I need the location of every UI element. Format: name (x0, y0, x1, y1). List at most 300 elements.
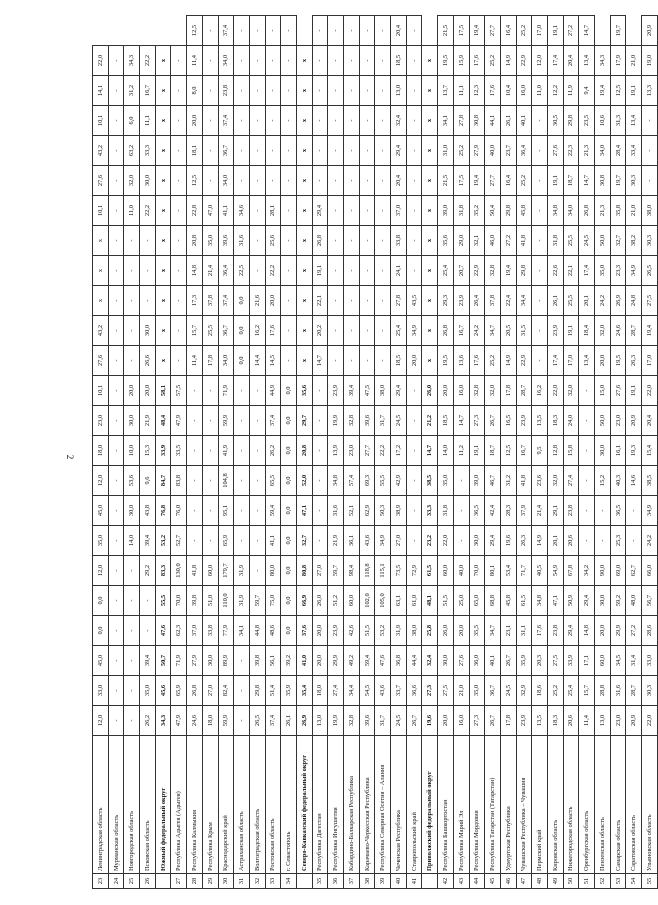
value-cell: 9,5 (532, 436, 548, 466)
value-cell: 41,8 (516, 226, 532, 256)
value-cell: 35,4 (296, 676, 312, 706)
value-cell: - (359, 346, 375, 376)
value-cell: - (312, 436, 328, 466)
table-row (595, 16, 611, 889)
value-cell: 52,0 (296, 466, 312, 496)
value-cell: 14,8 (187, 256, 203, 286)
value-cell: 23,8 (218, 76, 234, 106)
region-name: Чувашская Республика – Чувашия (516, 736, 532, 874)
value-cell: x (296, 46, 312, 76)
value-cell: 32,8 (485, 256, 501, 286)
value-cell: 37,8 (202, 286, 218, 316)
value-cell: 30,0 (595, 436, 611, 466)
value-cell: 31,7 (375, 406, 391, 436)
value-cell: - (187, 466, 203, 496)
row-number: 53 (610, 874, 626, 889)
value-cell: 61,0 (406, 586, 422, 616)
value-cell: 35,6 (296, 376, 312, 406)
value-cell: 20,0 (595, 616, 611, 646)
value-cell: - (375, 316, 391, 346)
value-cell: - (234, 16, 250, 46)
value-cell: 40,3 (610, 466, 626, 496)
value-cell: x (296, 316, 312, 346)
value-cell: x (422, 286, 438, 316)
value-cell: 12,0 (93, 706, 109, 736)
value-cell: 22,9 (469, 256, 485, 286)
value-cell: 37,8 (485, 286, 501, 316)
value-cell: 115,1 (375, 556, 391, 586)
value-cell: - (328, 256, 344, 286)
value-cell: 32,9 (516, 676, 532, 706)
value-cell: 54,9 (547, 556, 563, 586)
value-cell: - (375, 166, 391, 196)
value-cell: 34,1 (438, 106, 454, 136)
value-cell: - (344, 286, 360, 316)
value-cell: 27,5 (438, 676, 454, 706)
value-cell: 26,0 (312, 586, 328, 616)
region-name: Северо-Кавказский федеральный округ (296, 736, 312, 874)
value-cell: 27,2 (626, 616, 642, 646)
value-cell: x (155, 196, 171, 226)
value-cell: 28,6 (642, 616, 658, 646)
value-cell: 29,1 (547, 496, 563, 526)
row-number: 36 (328, 874, 344, 889)
value-cell: - (642, 166, 658, 196)
value-cell: 53,2 (375, 616, 391, 646)
value-cell: 31,6 (328, 496, 344, 526)
value-cell: - (124, 346, 140, 376)
value-cell: - (265, 136, 281, 166)
value-cell: 15,4 (642, 436, 658, 466)
value-cell: 14,7 (312, 346, 328, 376)
value-cell: 22,8 (187, 196, 203, 226)
value-cell: 13,0 (595, 706, 611, 736)
value-cell: 0,0 (93, 616, 109, 646)
value-cell: 56,7 (642, 586, 658, 616)
value-cell: 37,4 (218, 16, 234, 46)
value-cell: 27,5 (547, 646, 563, 676)
value-cell: 77,9 (218, 616, 234, 646)
value-cell: 29,0 (453, 226, 469, 256)
value-cell: 37,4 (218, 286, 234, 316)
row-number: 30 (218, 874, 234, 889)
value-cell: - (249, 496, 265, 526)
table-row (642, 16, 658, 889)
value-cell: 29,9 (328, 646, 344, 676)
value-cell: - (108, 256, 124, 286)
value-cell: 6,0 (124, 106, 140, 136)
table-row (124, 16, 140, 889)
value-cell: - (171, 256, 187, 286)
value-cell: 28,3 (500, 496, 516, 526)
value-cell: 27,8 (391, 286, 407, 316)
value-cell: 17,6 (469, 46, 485, 76)
value-cell: - (108, 556, 124, 586)
row-number: 29 (202, 874, 218, 889)
value-cell: 18,0 (312, 676, 328, 706)
value-cell: 25,5 (563, 226, 579, 256)
value-cell: 27,4 (328, 676, 344, 706)
table-row (249, 16, 265, 889)
value-cell: 27,6 (610, 376, 626, 406)
value-cell: 21,4 (532, 496, 548, 526)
value-cell: - (344, 136, 360, 166)
value-cell: - (249, 106, 265, 136)
value-cell: - (281, 316, 297, 346)
value-cell: 26,7 (500, 646, 516, 676)
value-cell: 16,7 (140, 76, 156, 106)
value-cell: 41,8 (516, 466, 532, 496)
value-cell: 17,0 (532, 16, 548, 46)
value-cell: - (328, 316, 344, 346)
value-cell: 39,6 (359, 706, 375, 736)
value-cell: 20,0 (438, 376, 454, 406)
value-cell: 31,0 (438, 136, 454, 166)
value-cell: 48,6 (265, 616, 281, 646)
value-cell: 22,6 (547, 256, 563, 286)
value-cell: x (296, 196, 312, 226)
value-cell: 22,3 (563, 136, 579, 166)
value-cell: 20,0 (595, 346, 611, 376)
value-cell: 32,0 (547, 466, 563, 496)
value-cell: 39,6 (359, 406, 375, 436)
value-cell: - (249, 556, 265, 586)
value-cell: 72,9 (406, 556, 422, 586)
value-cell: - (344, 226, 360, 256)
region-name: Удмуртская Республика (500, 736, 516, 874)
value-cell: 25,5 (563, 286, 579, 316)
value-cell: - (312, 106, 328, 136)
value-cell: - (124, 676, 140, 706)
value-cell: - (375, 286, 391, 316)
value-cell: - (171, 226, 187, 256)
value-cell: 59,4 (265, 496, 281, 526)
region-name: Республика Крым (202, 736, 218, 874)
value-cell: 10,1 (93, 106, 109, 136)
value-cell: 53,4 (500, 556, 516, 586)
row-number (155, 874, 171, 889)
value-cell: 26,1 (281, 706, 297, 736)
value-cell: 22,0 (642, 376, 658, 406)
region-name: Пензенская область (595, 736, 611, 874)
value-cell: 36,5 (610, 496, 626, 526)
value-cell: 10,0 (124, 436, 140, 466)
value-cell: 19,7 (610, 166, 626, 196)
value-cell: 26,3 (516, 526, 532, 556)
value-cell: 19,4 (469, 16, 485, 46)
value-cell: 13,5 (532, 406, 548, 436)
value-cell: 44,9 (265, 376, 281, 406)
value-cell: - (406, 76, 422, 106)
value-cell: 22,2 (140, 196, 156, 226)
value-cell: 26,8 (187, 676, 203, 706)
value-cell: 19,7 (610, 16, 626, 46)
value-cell: - (171, 346, 187, 376)
value-cell: 29,4 (391, 376, 407, 406)
value-cell: 17,0 (563, 346, 579, 376)
value-cell: - (312, 466, 328, 496)
value-cell: 27,2 (563, 16, 579, 46)
value-cell: 37,4 (265, 406, 281, 436)
value-cell: 13,4 (626, 106, 642, 136)
table-row (265, 16, 281, 889)
value-cell: 11,4 (187, 46, 203, 76)
value-cell: 35,6 (438, 226, 454, 256)
value-cell: - (375, 196, 391, 226)
value-cell: 54,5 (359, 676, 375, 706)
table-row (108, 16, 124, 889)
value-cell: 34,0 (595, 136, 611, 166)
value-cell: 16,7 (453, 316, 469, 346)
value-cell: 34,9 (642, 496, 658, 526)
table-row (296, 16, 312, 889)
value-cell: 37,6 (296, 616, 312, 646)
value-cell: 21,9 (140, 406, 156, 436)
value-cell: 14,9 (500, 346, 516, 376)
value-cell: - (171, 136, 187, 166)
value-cell: - (187, 376, 203, 406)
value-cell: 38,5 (642, 466, 658, 496)
value-cell: - (359, 106, 375, 136)
value-cell: - (344, 346, 360, 376)
value-cell: - (359, 46, 375, 76)
value-cell: 12,3 (469, 76, 485, 106)
value-cell: - (328, 46, 344, 76)
value-cell: 42,9 (391, 466, 407, 496)
value-cell: 26,4 (469, 286, 485, 316)
value-cell: 32,8 (469, 376, 485, 406)
value-cell: 16,0 (453, 706, 469, 736)
value-cell: 19,0 (642, 46, 658, 76)
value-cell: 17,6 (532, 616, 548, 646)
value-cell: 14,0 (124, 526, 140, 556)
value-cell: 35,2 (469, 196, 485, 226)
value-cell: - (234, 46, 250, 76)
value-cell: 61,5 (422, 556, 438, 586)
region-name: Республика Калмыкия (187, 736, 203, 874)
value-cell: 0,0 (281, 466, 297, 496)
value-cell: 20,0 (312, 616, 328, 646)
region-name: Оренбургская область (579, 736, 595, 874)
value-cell: - (108, 586, 124, 616)
value-cell: 29,2 (140, 556, 156, 586)
row-number: 39 (375, 874, 391, 889)
value-cell: - (124, 286, 140, 316)
region-name: Республика Мордовия (469, 736, 485, 874)
row-number: 26 (140, 874, 156, 889)
table-row (312, 16, 328, 889)
value-cell: - (344, 256, 360, 286)
value-cell: 51,0 (202, 586, 218, 616)
value-cell: x (296, 226, 312, 256)
value-cell: - (532, 316, 548, 346)
value-cell: 27,0 (391, 526, 407, 556)
value-cell: 23,1 (500, 616, 516, 646)
region-name: Южный федеральный округ (155, 736, 171, 874)
value-cell: 27,9 (187, 646, 203, 676)
value-cell: 18,5 (391, 346, 407, 376)
value-cell: 32,4 (422, 646, 438, 676)
value-cell: 110,0 (218, 586, 234, 616)
value-cell: - (406, 106, 422, 136)
value-cell: - (265, 46, 281, 76)
value-cell: x (155, 286, 171, 316)
value-cell: 29,8 (516, 256, 532, 286)
value-cell: 58,1 (155, 376, 171, 406)
value-cell: - (249, 226, 265, 256)
value-cell: 53,2 (155, 526, 171, 556)
rotated-table-container (92, 15, 658, 889)
value-cell: 67,8 (563, 556, 579, 586)
value-cell: - (124, 226, 140, 256)
value-cell: - (234, 376, 250, 406)
value-cell: x (155, 136, 171, 166)
value-cell: 46,0 (485, 226, 501, 256)
table-row (579, 16, 595, 889)
value-cell: 36,4 (516, 136, 532, 166)
value-cell: 19,9 (328, 406, 344, 436)
value-cell: 20,0 (438, 706, 454, 736)
value-cell: 98,4 (344, 556, 360, 586)
value-cell: 23,9 (453, 286, 469, 316)
value-cell: 0,0 (234, 316, 250, 346)
value-cell: 13,0 (391, 76, 407, 106)
value-cell: 34,9 (375, 526, 391, 556)
value-cell: 41,0 (296, 646, 312, 676)
value-cell: - (375, 106, 391, 136)
value-cell: 31,8 (438, 496, 454, 526)
value-cell: 17,6 (485, 76, 501, 106)
value-cell: - (265, 106, 281, 136)
value-cell: 51,5 (438, 586, 454, 616)
value-cell: 30,0 (595, 586, 611, 616)
value-cell: - (249, 166, 265, 196)
row-number: 34 (281, 874, 297, 889)
value-cell: 32,7 (610, 226, 626, 256)
value-cell: 12,5 (187, 166, 203, 196)
value-cell: 20,0 (453, 616, 469, 646)
region-name: Кировская область (547, 736, 563, 874)
value-cell: 34,0 (218, 346, 234, 376)
value-cell: 22,0 (642, 706, 658, 736)
value-cell: 39,4 (344, 376, 360, 406)
value-cell: 20,8 (296, 436, 312, 466)
value-cell: 22,1 (563, 256, 579, 286)
value-cell: 22,4 (500, 286, 516, 316)
row-number: 54 (626, 874, 642, 889)
value-cell: - (375, 346, 391, 376)
value-cell: x (296, 106, 312, 136)
value-cell: 39,8 (249, 646, 265, 676)
value-cell: - (579, 376, 595, 406)
value-cell: 17,3 (187, 286, 203, 316)
value-cell: 20,9 (626, 406, 642, 436)
value-cell: 76,8 (155, 496, 171, 526)
value-cell: x (296, 256, 312, 286)
region-name: Республика Дагестан (312, 736, 328, 874)
value-cell: - (359, 136, 375, 166)
value-cell: 17,6 (265, 316, 281, 346)
value-cell: 32,7 (296, 526, 312, 556)
tariff-table (92, 15, 658, 889)
value-cell: 26,3 (626, 346, 642, 376)
value-cell: - (187, 406, 203, 436)
value-cell: 60,0 (344, 586, 360, 616)
value-cell: 13,9 (328, 436, 344, 466)
value-cell: 43,6 (375, 676, 391, 706)
value-cell: 60,0 (202, 556, 218, 586)
value-cell: 34,3 (155, 706, 171, 736)
value-cell: - (328, 106, 344, 136)
value-cell: - (281, 286, 297, 316)
value-cell: 102,0 (359, 586, 375, 616)
value-cell: - (579, 436, 595, 466)
value-cell: - (312, 166, 328, 196)
value-cell: 20,4 (563, 46, 579, 76)
value-cell: 50,0 (595, 406, 611, 436)
value-cell: 20,0 (124, 376, 140, 406)
value-cell: 14,4 (249, 346, 265, 376)
value-cell: - (328, 76, 344, 106)
value-cell: 10,1 (93, 196, 109, 226)
value-cell: - (202, 376, 218, 406)
value-cell: 25,5 (202, 316, 218, 346)
value-cell: 31,5 (516, 316, 532, 346)
value-cell: 28,7 (626, 676, 642, 706)
value-cell: - (202, 496, 218, 526)
value-cell: 48,1 (422, 586, 438, 616)
value-cell: 19,4 (469, 166, 485, 196)
value-cell: - (532, 346, 548, 376)
value-cell: 26,1 (500, 106, 516, 136)
value-cell: 12,8 (547, 436, 563, 466)
value-cell: 28,1 (265, 196, 281, 226)
value-cell: 27,7 (485, 16, 501, 46)
value-cell: 0,0 (281, 526, 297, 556)
value-cell: - (108, 316, 124, 346)
value-cell: 71,9 (171, 646, 187, 676)
value-cell: - (281, 256, 297, 286)
value-cell: 18,3 (547, 406, 563, 436)
value-cell: - (124, 586, 140, 616)
value-cell: 33,0 (93, 676, 109, 706)
value-cell: - (108, 496, 124, 526)
value-cell: 18,6 (532, 676, 548, 706)
value-cell: 18,0 (202, 706, 218, 736)
value-cell: 20,1 (579, 286, 595, 316)
value-cell: 24,5 (391, 706, 407, 736)
value-cell: 17,4 (547, 46, 563, 76)
value-cell: 20,0 (265, 286, 281, 316)
value-cell: 23,8 (563, 496, 579, 526)
value-cell: 51,4 (265, 676, 281, 706)
value-cell: 24,6 (187, 706, 203, 736)
value-cell: x (422, 316, 438, 346)
region-name: Республика Татарстан (Татарстан) (485, 736, 501, 874)
value-cell: - (359, 196, 375, 226)
value-cell: 36,7 (218, 316, 234, 346)
value-cell: 26,5 (249, 706, 265, 736)
value-cell: 26,1 (547, 286, 563, 316)
value-cell: 71,9 (218, 376, 234, 406)
value-cell: 26,9 (296, 706, 312, 736)
value-cell: - (265, 166, 281, 196)
value-cell: 20,7 (453, 256, 469, 286)
region-name: Мурманская область (108, 736, 124, 874)
value-cell: 34,6 (234, 196, 250, 226)
value-cell: 40,0 (485, 136, 501, 166)
value-cell: 12,2 (547, 76, 563, 106)
